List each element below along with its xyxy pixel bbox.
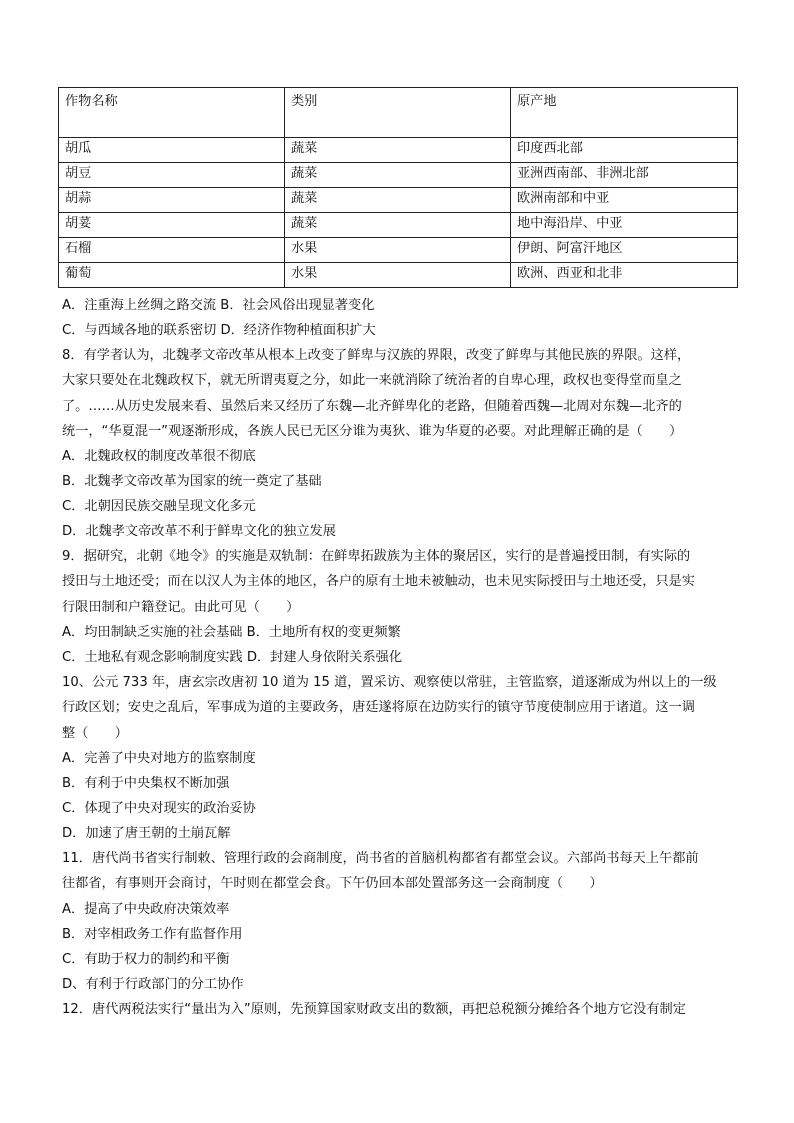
table-cell: 欧洲、西亚和北非 — [511, 263, 738, 288]
option-line: D．加速了唐王朝的土崩瓦解 — [62, 825, 231, 841]
table-header-cell: 原产地 — [511, 88, 738, 138]
question-stem — [62, 997, 740, 1022]
stem-line: 了。……从历史发展来看、虽然后来又经历了东魏—北齐鲜卑化的老路，但随着西魏—北周对东魏—北齐的 — [62, 398, 682, 414]
option-line: A．北魏政权的制度改革很不彻底 — [62, 449, 256, 465]
table-cell: 石榴 — [59, 238, 285, 263]
table-cell: 蔬菜 — [285, 163, 511, 188]
question-stem — [62, 670, 740, 746]
table-row — [59, 188, 738, 213]
question-stem — [62, 846, 740, 897]
option-line: B．对宰相政务工作有监督作用 — [62, 926, 243, 942]
stem-line: 授田与土地还受；而在以汉人为主体的地区，各户的原有土地未被触动，也未见实际授田与土地还受，只是实 — [62, 574, 695, 590]
question-7-options — [62, 293, 740, 343]
table-cell: 葡萄 — [59, 263, 285, 288]
crop-origin-table — [58, 87, 738, 288]
stem-line: 12．唐代两税法实行“量出为入”原则，先预算国家财政支出的数额，再把总税额分摊给各个地方它没有制定 — [62, 1001, 686, 1017]
question-list — [62, 293, 740, 1022]
table-cell: 伊朗、阿富汗地区 — [511, 238, 738, 263]
stem-line: 大家只要处在北魏政权下，就无所谓夷夏之分，如此一来就消除了统治者的自卑心理，政权也变得堂而皇之 — [62, 373, 682, 389]
table-cell: 欧洲南部和中亚 — [511, 188, 738, 213]
option-line: C．土地私有观念影响制度实践 D．封建人身依附关系强化 — [62, 650, 403, 666]
question-11 — [62, 846, 740, 997]
option-line: A．均田制缺乏实施的社会基础 B．土地所有权的变更频繁 — [62, 625, 401, 641]
table-row — [59, 213, 738, 238]
table-cell: 蔬菜 — [285, 138, 511, 163]
option-line: A．注重海上丝绸之路交流 B．社会风俗出现显著变化 — [62, 298, 375, 313]
table-cell: 蔬菜 — [285, 188, 511, 213]
question-12 — [62, 997, 740, 1022]
option-line: B．有利于中央集权不断加强 — [62, 775, 230, 791]
stem-line: 往都省，有事则开会商讨，午时则在都堂会食。下午仍回本部处置部务这一会商制度（ ） — [62, 876, 603, 892]
table-row — [59, 163, 738, 188]
table-header-cell: 类别 — [285, 88, 511, 138]
stem-line: 9．据研究，北朝《地令》的实施是双轨制：在鲜卑拓跋族为主体的聚居区，实行的是普遍授田制，有实际的 — [62, 549, 691, 565]
option-line: B．北魏孝文帝改革为国家的统一奠定了基础 — [62, 474, 322, 490]
table-cell: 蔬菜 — [285, 213, 511, 238]
table-row — [59, 238, 738, 263]
option-line: A．完善了中央对地方的监察制度 — [62, 750, 256, 766]
stem-line: 整（ ） — [62, 725, 128, 741]
question-8 — [62, 343, 740, 544]
option-line: C．与西域各地的联系密切 D．经济作物种植面积扩大 — [62, 323, 376, 338]
stem-line: 8．有学者认为，北魏孝文帝改革从根本上改变了鲜卑与汉族的界限，改变了鲜卑与其他民族的界限。这样， — [62, 348, 691, 363]
question-9 — [62, 544, 740, 670]
stem-line: 10、公元 733 年，唐玄宗改唐初 10 道为 15 道，置采访、观察使以常驻，主管监察，道逐渐成为州以上的一级 — [62, 675, 717, 691]
option-line: C．体现了中央对现实的政治妥协 — [62, 800, 256, 816]
option-line: C．有助于权力的制约和平衡 — [62, 951, 230, 967]
table-cell: 胡瓜 — [59, 138, 285, 163]
table-cell: 胡荽 — [59, 213, 285, 238]
table-row — [59, 263, 738, 288]
option-line: C．北朝因民族交融呈现文化多元 — [62, 499, 256, 515]
question-stem — [62, 343, 740, 444]
table-cell: 地中海沿岸、中亚 — [511, 213, 738, 238]
table-cell: 亚洲西南部、非洲北部 — [511, 163, 738, 188]
table-header-cell: 作物名称 — [59, 88, 285, 138]
question-10 — [62, 670, 740, 846]
question-stem — [62, 544, 740, 620]
table-cell: 胡豆 — [59, 163, 285, 188]
option-line: D．北魏孝文帝改革不利于鲜卑文化的独立发展 — [62, 524, 336, 540]
option-line: D、有利于行政部门的分工协作 — [62, 976, 244, 992]
table-cell: 印度西北部 — [511, 138, 738, 163]
stem-line: 行限田制和户籍登记。由此可见（ ） — [62, 599, 300, 615]
stem-line: 行政区划；安史之乱后，军事成为道的主要政务，唐廷遂将原在边防实行的镇守节度使制应用于诸道。这一调 — [62, 700, 695, 716]
table-cell: 水果 — [285, 263, 511, 288]
table-row — [59, 138, 738, 163]
table-header-row — [59, 88, 738, 138]
option-line: A．提高了中央政府决策效率 — [62, 901, 230, 917]
stem-line: 11．唐代尚书省实行制敕、管理行政的会商制度，尚书省的首脑机构都省有都堂会议。六部尚书每天上午都前 — [62, 850, 699, 866]
table-cell: 水果 — [285, 238, 511, 263]
table-cell: 胡蒜 — [59, 188, 285, 213]
stem-line: 统一，“华夏混一”观逐渐形成，各族人民已无区分谁为夷狄、谁为华夏的必要。对此理解正确的是（ ） — [62, 423, 683, 439]
